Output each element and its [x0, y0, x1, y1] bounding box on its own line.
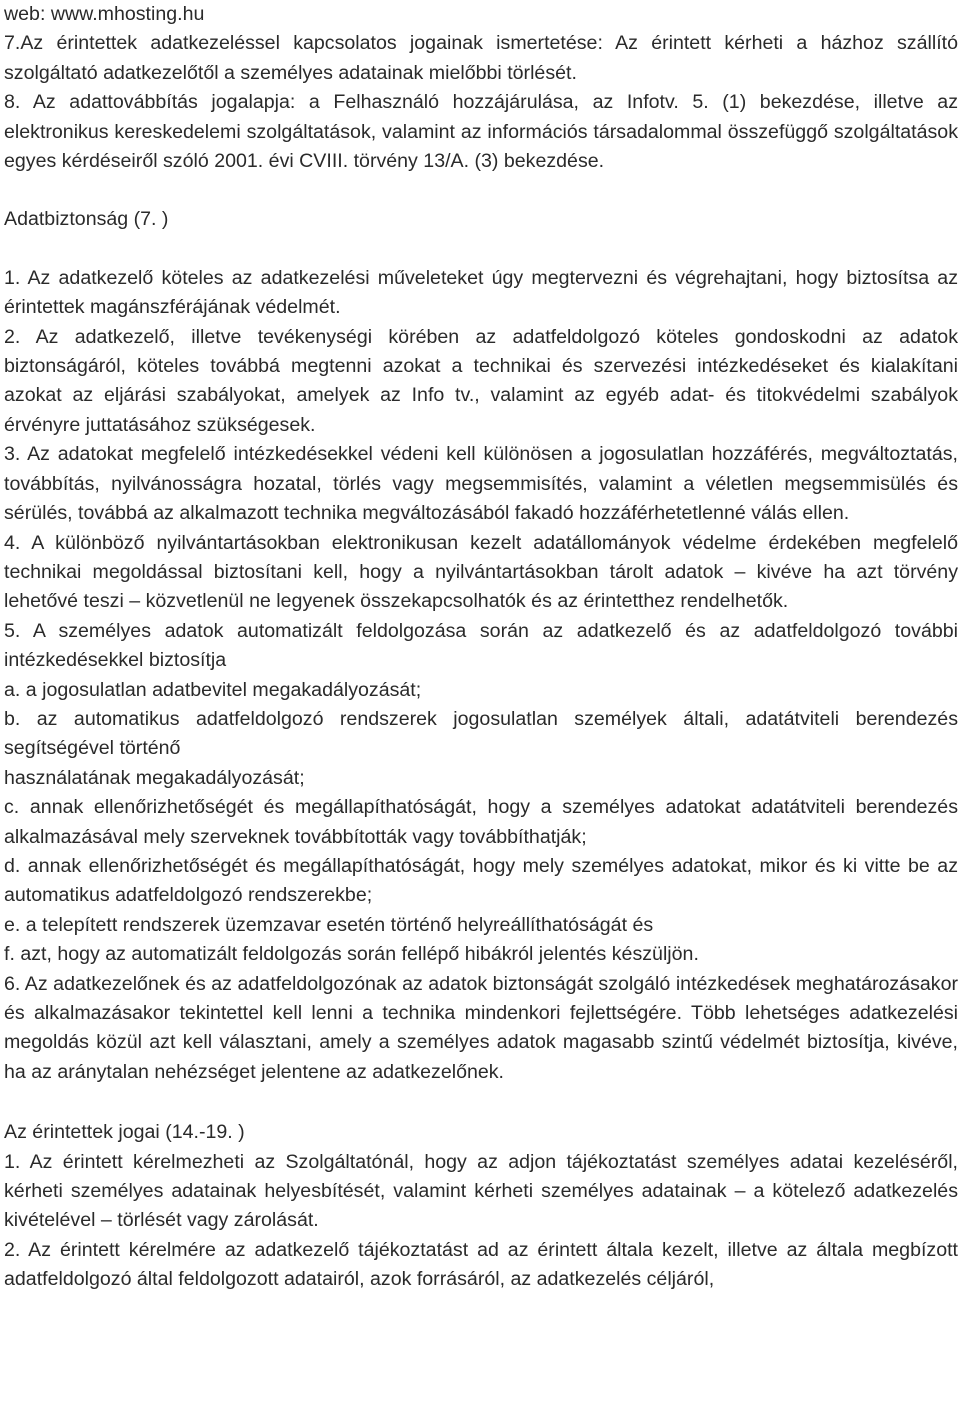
security-item-5d: d. annak ellenőrizhetőségét és megállapíthatóságát, hogy mely személyes adatokat, mikor és ki vitte be az automatikus adatfeldolgozó rendszerekbe; — [4, 854, 958, 907]
heading-adatbiztonsag: Adatbiztonság (7. ) — [4, 208, 169, 231]
security-item-1: 1. Az adatkezelő köteles az adatkezelési műveleteket úgy megtervezni és végrehajtani, hogy biztosítsa az érintettek magánszférájának védelmét. — [4, 266, 958, 319]
security-item-6: 6. Az adatkezelőnek és az adatfeldolgozónak az adatok biztonságát szolgáló intézkedések meghatározásakor és alkalmazásakor tekintettel kell lenni a technika mindenkori fejlettségére. Több lehetséges adatkezelési megoldás közül azt kell választani, amely a személyes adatok magasabb szintű védelmét biztosítja, kivéve, ha az aránytalan nehézséget jelentene az adatkezelőnek. — [4, 972, 958, 1083]
security-item-2: 2. Az adatkezelő, illetve tevékenységi körében az adatfeldolgozó köteles gondoskodni az adatok biztonságáról, köteles továbbá megtenni azokat a technikai és szervezési intézkedéseket és kialakítani azokat az eljárási szabályokat, amelyek az Info tv., valamint az egyéb adat- és titokvédelmi szabályok érvényre juttatásához szükségesek. — [4, 325, 958, 436]
website-line: web: www.mhosting.hu — [4, 3, 205, 25]
security-item-5c: c. annak ellenőrizhetőségét és megállapíthatóságát, hogy a személyes adatokat adatátviteli berendezés alkalmazásával mely szerveknek továbbították vagy továbbíthatják; — [4, 796, 958, 848]
security-item-5b: b. az automatikus adatfeldolgozó rendszerek jogosulatlan személyek általi, adatátviteli berendezés segítségével történő — [4, 707, 958, 760]
security-item-3: 3. Az adatokat megfelelő intézkedésekkel védeni kell különösen a jogosulatlan hozzáférés, megváltoztatás, továbbítás, nyilvánosságra hozatal, törlés vagy megsemmisítés, valamint a véletlen megsemmisülés és sérülés, továbbá az alkalmazott technika megváltozásából fakadó hozzáférhetetlenné válás ellen. — [4, 443, 958, 525]
security-item-5: 5. A személyes adatok automatizált feldolgozása során az adatkezelő és az adatfeldolgozó további intézkedésekkel biztosítja — [4, 619, 958, 672]
security-item-5b-continued: használatának megakadályozását; — [4, 766, 305, 789]
rights-item-1: 1. Az érintett kérelmezheti az Szolgáltatónál, hogy az adjon tájékoztatást személyes adatai kezeléséről, kérheti személyes adatainak helyesbítését, valamint kérheti személyes adatainak – a kötelező adatkezelés kivételével – törlését vagy zárolását. — [4, 1150, 958, 1232]
document-page — [4, 0, 958, 1295]
rights-item-2: 2. Az érintett kérelmére az adatkezelő tájékoztatást ad az érintett általa kezelt, illetve az általa megbízott adatfeldolgozó által feldolgozott adatairól, azok forrásáról, az adatkezelés céljáról, — [4, 1238, 958, 1291]
security-item-5a: a. a jogosulatlan adatbevitel megakadályozását; — [4, 678, 422, 701]
security-item-4: 4. A különböző nyilvántartásokban elektronikusan kezelt adatállományok védelme érdekében megfelelő technikai megoldással biztosítani kell, hogy a nyilvántartásokban tárolt adatok – kivéve ha azt törvény lehetővé teszi – közvetlenül ne legyenek összekapcsolhatók és az érintetthez rendelhetők. — [4, 531, 958, 613]
paragraph-7: 7.Az érintettek adatkezeléssel kapcsolatos jogainak ismertetése: Az érintett kérheti a házhoz szállító szolgáltató adatkezelőtől a személyes adatainak mielőbbi törlését. — [4, 32, 958, 84]
paragraph-8: 8. Az adattovábbítás jogalapja: a Felhasználó hozzájárulása, az Infotv. 5. (1) bekezdése, illetve az elektronikus kereskedelemi szolgáltatások, valamint az információs társadalommal összefüggő szolgáltatások egyes kérdéseiről szóló 2001. évi CVIII. törvény 13/A. (3) bekezdése. — [4, 91, 958, 173]
heading-erintettek-jogai: Az érintettek jogai (14.-19. ) — [4, 1121, 245, 1144]
security-item-5e: e. a telepített rendszerek üzemzavar esetén történő helyreállíthatóságát és — [4, 913, 654, 936]
security-item-5f: f. azt, hogy az automatizált feldolgozás során fellépő hibákról jelentés készüljön. — [4, 943, 699, 966]
